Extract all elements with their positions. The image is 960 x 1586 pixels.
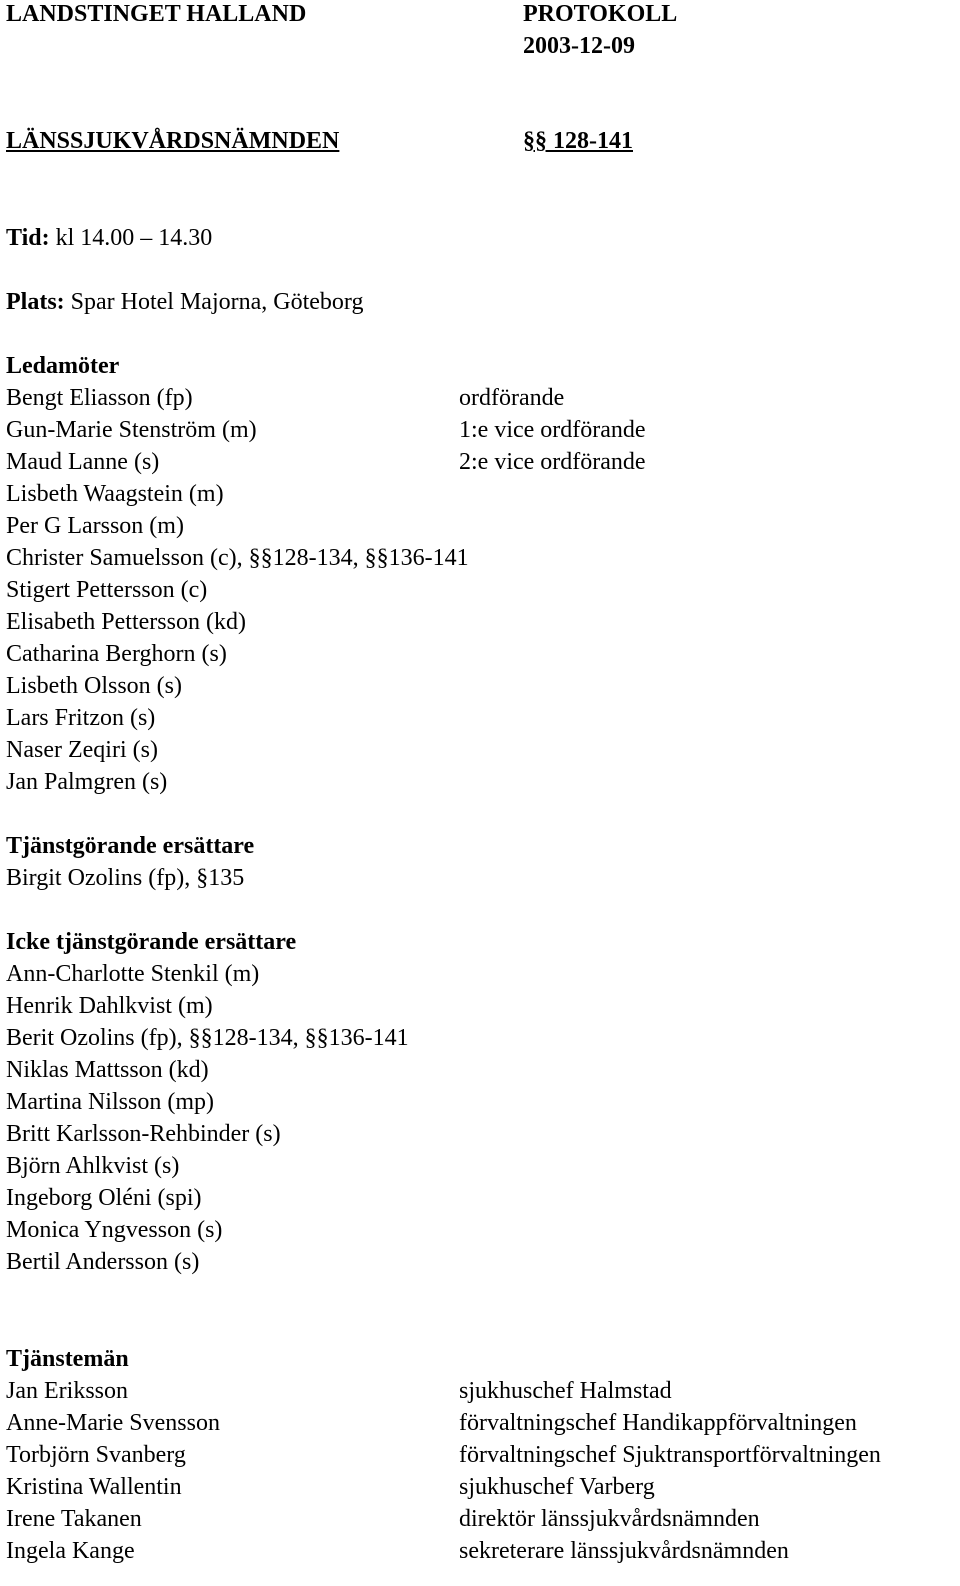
doc-type: PROTOKOLL: [523, 1, 678, 27]
member-row: Naser Zeqiri (s): [6, 737, 158, 763]
substitute-row: Martina Nilsson (mp): [6, 1089, 214, 1115]
substitute-row: Niklas Mattsson (kd): [6, 1057, 209, 1083]
member-role: ordförande: [459, 385, 565, 411]
official-name: Irene Takanen: [6, 1506, 142, 1532]
official-title: direktör länssjukvårdsnämnden: [459, 1506, 760, 1532]
time-value: kl 14.00 – 14.30: [55, 225, 213, 251]
official-title: sekreterare länssjukvårdsnämnden: [459, 1538, 789, 1564]
place-value: Spar Hotel Majorna, Göteborg: [70, 289, 364, 315]
official-title: förvaltningschef Sjuktransportförvaltningen: [459, 1442, 881, 1468]
meeting-place: [6, 288, 363, 316]
official-name: Torbjörn Svanberg: [6, 1442, 186, 1468]
official-title: förvaltningschef Handikappförvaltningen: [459, 1410, 857, 1436]
substitute-row: Björn Ahlkvist (s): [6, 1153, 180, 1179]
member-row: Christer Samuelsson (c), §§128-134, §§136-141: [6, 545, 469, 571]
substitute-row: Ingeborg Oléni (spi): [6, 1185, 202, 1211]
substitute-row: Monica Yngvesson (s): [6, 1217, 223, 1243]
member-row: Lisbeth Waagstein (m): [6, 481, 224, 507]
substitute-row: Henrik Dahlkvist (m): [6, 993, 213, 1019]
committee-name: LÄNSSJUKVÅRDSNÄMNDEN: [6, 128, 340, 154]
place-label: Plats:: [6, 289, 65, 315]
org-name: LANDSTINGET HALLAND: [6, 1, 307, 27]
member-row: Lisbeth Olsson (s): [6, 673, 182, 699]
member-role: 2:e vice ordförande: [459, 449, 646, 475]
official-title: sjukhuschef Varberg: [459, 1474, 655, 1500]
member-row: Stigert Pettersson (c): [6, 577, 208, 603]
member-row: Per G Larsson (m): [6, 513, 184, 539]
substitute-row: Ann-Charlotte Stenkil (m): [6, 961, 260, 987]
member-row: Catharina Berghorn (s): [6, 641, 227, 667]
member-row: Lars Fritzon (s): [6, 705, 156, 731]
member-row: Bengt Eliasson (fp): [6, 385, 193, 411]
serving-substitute-row: Birgit Ozolins (fp), §135: [6, 865, 245, 891]
time-label: Tid:: [6, 225, 50, 251]
official-name: Jan Eriksson: [6, 1378, 128, 1404]
substitute-row: Berit Ozolins (fp), §§128-134, §§136-141: [6, 1025, 409, 1051]
member-role: 1:e vice ordförande: [459, 417, 646, 443]
member-row: Elisabeth Pettersson (kd): [6, 609, 246, 635]
meeting-time: [6, 224, 212, 252]
paragraph-range: §§ 128-141: [523, 128, 633, 154]
official-name: Anne-Marie Svensson: [6, 1410, 220, 1436]
member-row: Jan Palmgren (s): [6, 769, 168, 795]
substitute-row: Britt Karlsson-Rehbinder (s): [6, 1121, 281, 1147]
members-heading: Ledamöter: [6, 353, 120, 379]
member-row: Gun-Marie Stenström (m): [6, 417, 257, 443]
substitute-row: Bertil Andersson (s): [6, 1249, 200, 1275]
non-serving-substitutes-heading: Icke tjänstgörande ersättare: [6, 929, 297, 955]
official-title: sjukhuschef Halmstad: [459, 1378, 672, 1404]
doc-date: 2003-12-09: [523, 33, 635, 59]
member-row: Maud Lanne (s): [6, 449, 160, 475]
official-name: Ingela Kange: [6, 1538, 135, 1564]
serving-substitutes-heading: Tjänstgörande ersättare: [6, 833, 255, 859]
official-name: Kristina Wallentin: [6, 1474, 182, 1500]
officials-heading: Tjänstemän: [6, 1346, 129, 1372]
